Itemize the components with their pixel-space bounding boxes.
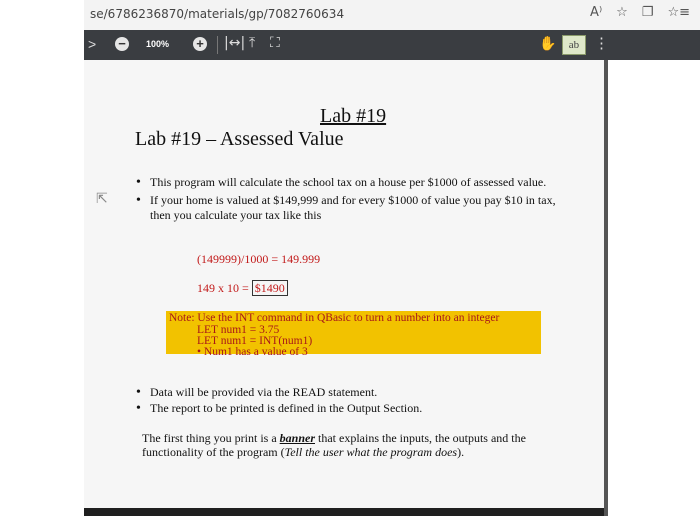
address-bar[interactable] [84, 0, 700, 31]
calc-expression: 149 x 10 = [197, 281, 249, 295]
hand-tool-icon[interactable]: ✋ [539, 35, 557, 51]
page-bottom-edge [84, 508, 604, 516]
zoom-level[interactable]: 100% [146, 39, 170, 49]
zoom-in-button[interactable]: + [193, 37, 207, 51]
address-bar-icons [590, 5, 690, 20]
list-item: • This program will calculate the school tax on a house per $1000 of assessed value. [136, 175, 576, 190]
toolbar-divider [217, 36, 218, 54]
url-text[interactable]: se/6786236870/materials/gp/7082760634 [90, 7, 345, 21]
banner-term: banner [279, 431, 315, 445]
fullscreen-icon[interactable]: ⛶ [270, 35, 280, 51]
calc-line-1: (149999)/1000 = 149.999 [197, 252, 321, 266]
list-item: • Data will be provided via the READ statement. [136, 385, 576, 400]
note-line: • Num1 has a value of 3 [197, 346, 308, 358]
calc-result: $1490 [252, 280, 288, 296]
page-header: Lab #19 [320, 105, 387, 127]
requirements-list [136, 385, 576, 417]
more-options-icon[interactable]: ⋮ [594, 35, 609, 52]
note-line: LET num1 = INT(num1) [197, 335, 313, 347]
intro-list [136, 175, 576, 226]
favorite-star-icon[interactable]: ☆ [616, 5, 628, 20]
pdf-toolbar [84, 30, 700, 60]
mouse-cursor-icon: ⇱ [96, 190, 108, 206]
favorites-bar-icon[interactable]: ☆≡ [667, 5, 690, 20]
fit-page-icon[interactable]: ⤒ [249, 35, 256, 51]
closing-paragraph [142, 431, 562, 459]
right-margin [604, 60, 700, 516]
closing-text: that explains the inputs, the outputs and the functionality of the program ( [142, 431, 526, 459]
read-aloud-icon[interactable]: A⁾ [590, 5, 603, 20]
fit-width-icon[interactable]: |↔| [224, 35, 246, 51]
closing-text: ). [457, 445, 465, 459]
scrollbar[interactable] [604, 60, 608, 516]
page-title: Lab #19 – Assessed Value [135, 128, 344, 150]
collections-icon[interactable]: ❐ [641, 5, 654, 20]
zoom-out-button[interactable]: − [115, 37, 129, 51]
list-item: • If your home is valued at $149,999 and for every $1000 of value you pay $10 in tax, then you calculate your tax like this [136, 193, 576, 223]
list-item: • The report to be printed is defined in the Output Section. [136, 401, 576, 416]
note-line: Note: Use the INT command in QBasic to turn a number into an integer [169, 312, 500, 324]
sidebar-toggle-icon[interactable]: > [88, 36, 97, 52]
closing-italic: Tell the user what the program does [284, 445, 458, 459]
closing-text: The first thing you print is a [142, 431, 280, 445]
calc-line-2 [197, 281, 288, 296]
note-line: LET num1 = 3.75 [197, 324, 280, 336]
add-text-button[interactable]: ab [562, 35, 586, 55]
